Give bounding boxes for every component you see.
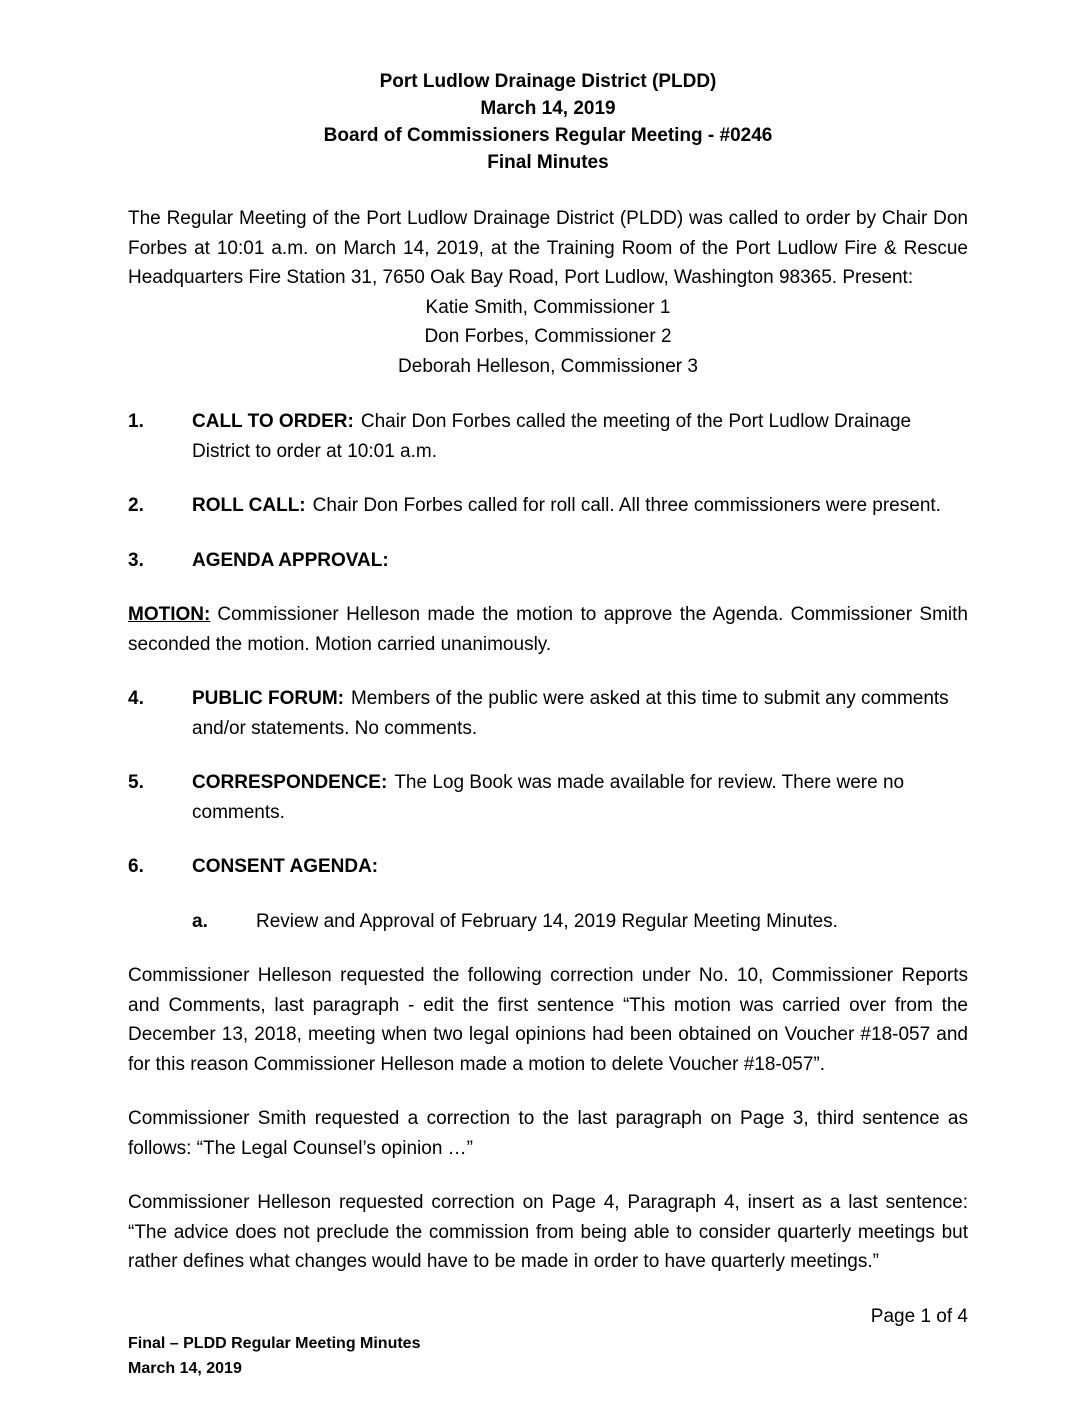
item-number: 6. [128, 856, 144, 877]
item-text: The Log Book was made available for review. There were no comments. [192, 772, 905, 823]
consent-agenda-sub-item-a [192, 907, 968, 937]
agenda-item-consent-agenda [128, 852, 968, 882]
item-label: CORRESPONDENCE: [192, 772, 388, 793]
agenda-item-agenda-approval [128, 546, 968, 576]
footer-document-date: March 14, 2019 [128, 1360, 242, 1377]
item-number: 2. [128, 495, 144, 516]
item-body [192, 852, 968, 882]
item-label: AGENDA APPROVAL: [192, 549, 389, 571]
item-text: Chair Don Forbes called for roll call. All three commissioners were present. [312, 495, 941, 516]
item-text: Members of the public were asked at this time to submit any comments and/or statements. No comments. [192, 688, 949, 739]
agenda-item-correspondence [128, 768, 968, 827]
item-number: 5. [128, 772, 144, 793]
correction-paragraph-smith: Commissioner Smith requested a correction to the last paragraph on Page 3, third sentence as follows: “The Legal Counsel’s opinion …” [128, 1108, 968, 1159]
item-body [192, 407, 968, 466]
correction-paragraph-helleson-1: Commissioner Helleson requested the following correction under No. 10, Commissioner Reports and Comments, last paragraph - edit the first sentence “This motion was carried over from the December 13, 2018, meeting when two legal opinions had been obtained on Voucher #18-057 and for this reason Commissioner Helleson made a motion to delete Voucher #18-057”. [128, 965, 968, 1075]
document-title-block [128, 68, 968, 176]
item-number: 4. [128, 688, 144, 709]
agenda-item-roll-call [128, 491, 968, 521]
attendee-3: Deborah Helleson, Commissioner 3 [398, 355, 698, 377]
motion-paragraph [128, 600, 968, 659]
item-label: PUBLIC FORUM: [192, 688, 344, 709]
item-number: 1. [128, 411, 144, 432]
footer-document-title: Final – PLDD Regular Meeting Minutes [128, 1335, 421, 1352]
item-body [192, 684, 968, 743]
intro-paragraph: The Regular Meeting of the Port Ludlow Drainage District (PLDD) was called to order by Chair Don Forbes at 10:01 a.m. on March 14, 2019, at the Training Room of the Port Ludlow Fire & Rescue Headquarters Fire Station 31, 7650 Oak Bay Road, Port Ludlow, Washington 98365. Present: [128, 208, 968, 288]
item-body [192, 491, 968, 521]
sub-item-text: Review and Approval of February 14, 2019 Regular Meeting Minutes. [256, 910, 838, 932]
title-line-status: Final Minutes [487, 152, 609, 173]
motion-label: MOTION: [128, 604, 211, 625]
title-line-date: March 14, 2019 [480, 98, 616, 119]
page-number: Page 1 of 4 [870, 1305, 968, 1327]
title-line-org: Port Ludlow Drainage District (PLDD) [379, 71, 717, 92]
sub-item-letter: a. [192, 910, 208, 932]
item-number: 3. [128, 549, 144, 571]
item-label: CONSENT AGENDA: [192, 856, 379, 877]
item-label: ROLL CALL: [192, 495, 306, 516]
item-body [192, 768, 968, 827]
attendee-1: Katie Smith, Commissioner 1 [425, 296, 671, 318]
item-label: CALL TO ORDER: [192, 411, 354, 432]
agenda-item-call-to-order [128, 407, 968, 466]
item-body [192, 546, 968, 576]
item-text: Chair Don Forbes called the meeting of the Port Ludlow Drainage District to order at 10:01 a.m. [192, 411, 912, 462]
attendee-list [128, 293, 968, 382]
correction-paragraph-helleson-2: Commissioner Helleson requested correction on Page 4, Paragraph 4, insert as a last sentence: “The advice does not preclude the commission from being able to consider quarterly meetings but rather defines what changes would have to be made in order to have quarterly meetings.” [128, 1192, 968, 1272]
attendee-2: Don Forbes, Commissioner 2 [424, 326, 672, 347]
motion-text: Commissioner Helleson made the motion to approve the Agenda. Commissioner Smith seconded the motion. Motion carried unanimously. [128, 604, 968, 655]
agenda-item-public-forum [128, 684, 968, 743]
title-line-meeting: Board of Commissioners Regular Meeting - #0246 [323, 125, 773, 146]
